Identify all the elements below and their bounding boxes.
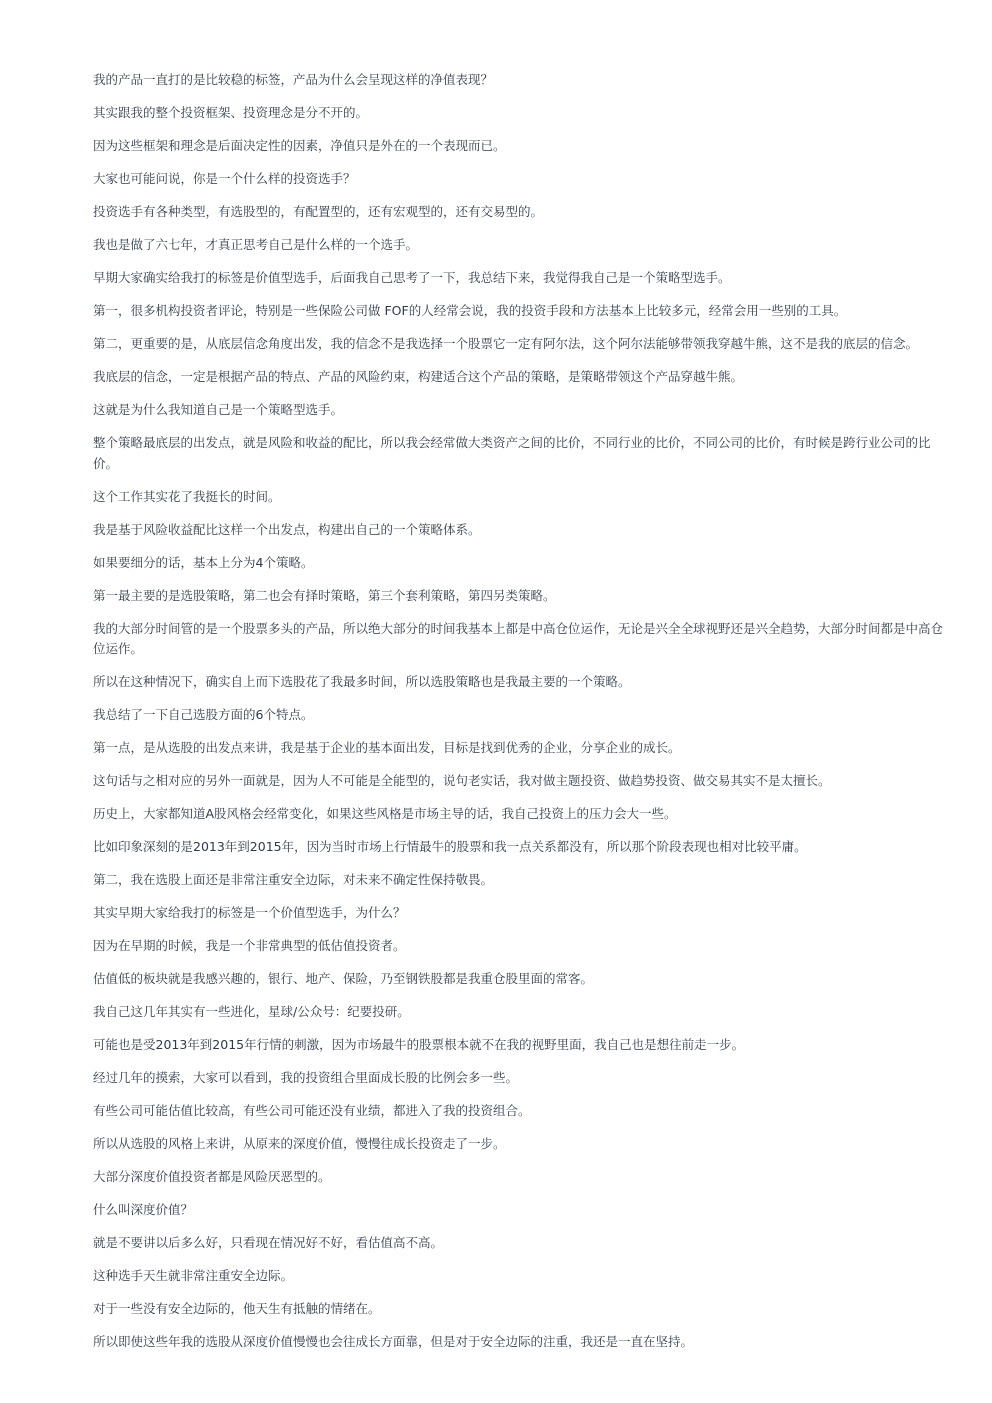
paragraph: 我底层的信念，一定是根据产品的特点、产品的风险约束，构建适合这个产品的策略，是策略带领这个产品穿越牛熊。: [93, 368, 744, 384]
paragraph: 其实跟我的整个投资框架、投资理念是分不开的。: [93, 104, 369, 120]
paragraph: 第一点，是从选股的出发点来讲，我是基于企业的基本面出发，目标是找到优秀的企业，分享企业的成长。: [93, 740, 681, 756]
paragraph: 比如印象深刻的是2013年到2015年，因为当时市场上行情最牛的股票和我一点关系都没有，所以那个阶段表现也相对比较平庸。: [93, 839, 807, 855]
paragraph: 因为这些框架和理念是后面决定性的因素，净值只是外在的一个表现而已。: [93, 137, 506, 153]
paragraph: 历史上，大家都知道A股风格会经常变化，如果这些风格是市场主导的话，我自己投资上的压力会大一些。: [93, 806, 677, 822]
paragraph: 估值低的板块就是我感兴趣的，银行、地产、保险，乃至钢铁股都是我重仓股里面的常客。: [93, 971, 594, 987]
paragraph: 早期大家确实给我打的标签是价值型选手，后面我自己思考了一下，我总结下来，我觉得我自己是一个策略型选手。: [93, 269, 731, 285]
paragraph: 第二，我在选股上面还是非常注重安全边际，对未来不确定性保持敬畏。: [93, 872, 494, 888]
paragraph: 整个策略最底层的出发点，就是风险和收益的配比，所以我会经常做大类资产之间的比价，不同行业的比价，不同公司的比价，有时候是跨行业公司的比价。: [93, 434, 931, 471]
paragraph: 这种选手天生就非常注重安全边际。: [93, 1268, 294, 1284]
paragraph: 可能也是受2013年到2015年行情的刺激，因为市场最牛的股票根本就不在我的视野里面，我自己也是想往前走一步。: [93, 1037, 745, 1053]
paragraph: 所以在这种情况下，确实自上而下选股花了我最多时间，所以选股策略也是我最主要的一个策略。: [93, 674, 631, 690]
paragraph: 其实早期大家给我打的标签是一个价值型选手，为什么？: [93, 905, 406, 921]
paragraph: 第一最主要的是选股策略，第二也会有择时策略，第三个套利策略，第四另类策略。: [93, 587, 556, 603]
paragraph: 有些公司可能估值比较高，有些公司可能还没有业绩，都进入了我的投资组合。: [93, 1103, 531, 1119]
paragraph: 这就是为什么我知道自己是一个策略型选手。: [93, 401, 344, 417]
paragraph: 我自己这几年其实有一些进化，星球/公众号：纪要投研。: [93, 1004, 410, 1020]
paragraph: 我的大部分时间管的是一个股票多头的产品，所以绝大部分的时间我基本上都是中高仓位运作，无论是兴全全球视野还是兴全趋势，大部分时间都是中高仓位运作。: [93, 620, 944, 657]
paragraph: 所以即使这些年我的选股从深度价值慢慢也会往成长方面靠，但是对于安全边际的注重，我还是一直在坚持。: [93, 1334, 694, 1350]
paragraph: 什么叫深度价值？: [93, 1202, 194, 1218]
paragraph: 经过几年的摸索，大家可以看到，我的投资组合里面成长股的比例会多一些。: [93, 1070, 519, 1086]
paragraph: 因为在早期的时候，我是一个非常典型的低估值投资者。: [93, 938, 406, 954]
paragraph: 这句话与之相对应的另外一面就是，因为人不可能是全能型的，说句老实话，我对做主题投资、做趋势投资、做交易其实不是太擅长。: [93, 773, 831, 789]
paragraph: 我的产品一直打的是比较稳的标签，产品为什么会呈现这样的净值表现？: [93, 72, 494, 87]
paragraph: 我总结了一下自己选股方面的6个特点。: [93, 707, 314, 723]
paragraph: 我是基于风险收益配比这样一个出发点，构建出自己的一个策略体系。: [93, 521, 481, 537]
paragraph: 对于一些没有安全边际的，他天生有抵触的情绪在。: [93, 1301, 381, 1317]
document-body: [93, 70, 945, 1365]
paragraph: 大部分深度价值投资者都是风险厌恶型的。: [93, 1169, 331, 1185]
paragraph: 第一，很多机构投资者评论，特别是一些保险公司做 FOF的人经常会说，我的投资手段和方法基本上比较多元，经常会用一些别的工具。: [93, 302, 847, 318]
paragraph: 我也是做了六七年，才真正思考自己是什么样的一个选手。: [93, 236, 419, 252]
paragraph: 第二，更重要的是，从底层信念角度出发，我的信念不是我选择一个股票它一定有阿尔法，这个阿尔法能够带领我穿越牛熊，这不是我的底层的信念。: [93, 335, 919, 351]
paragraph: 大家也可能问说，你是一个什么样的投资选手？: [93, 170, 356, 186]
paragraph: 就是不要讲以后多么好，只看现在情况好不好，看估值高不高。: [93, 1235, 444, 1251]
paragraph: 这个工作其实花了我挺长的时间。: [93, 488, 281, 504]
paragraph: 投资选手有各种类型，有选股型的，有配置型的，还有宏观型的，还有交易型的。: [93, 203, 544, 219]
paragraph: 所以从选股的风格上来讲，从原来的深度价值，慢慢往成长投资走了一步。: [93, 1136, 506, 1152]
paragraph: 如果要细分的话，基本上分为4个策略。: [93, 554, 314, 570]
